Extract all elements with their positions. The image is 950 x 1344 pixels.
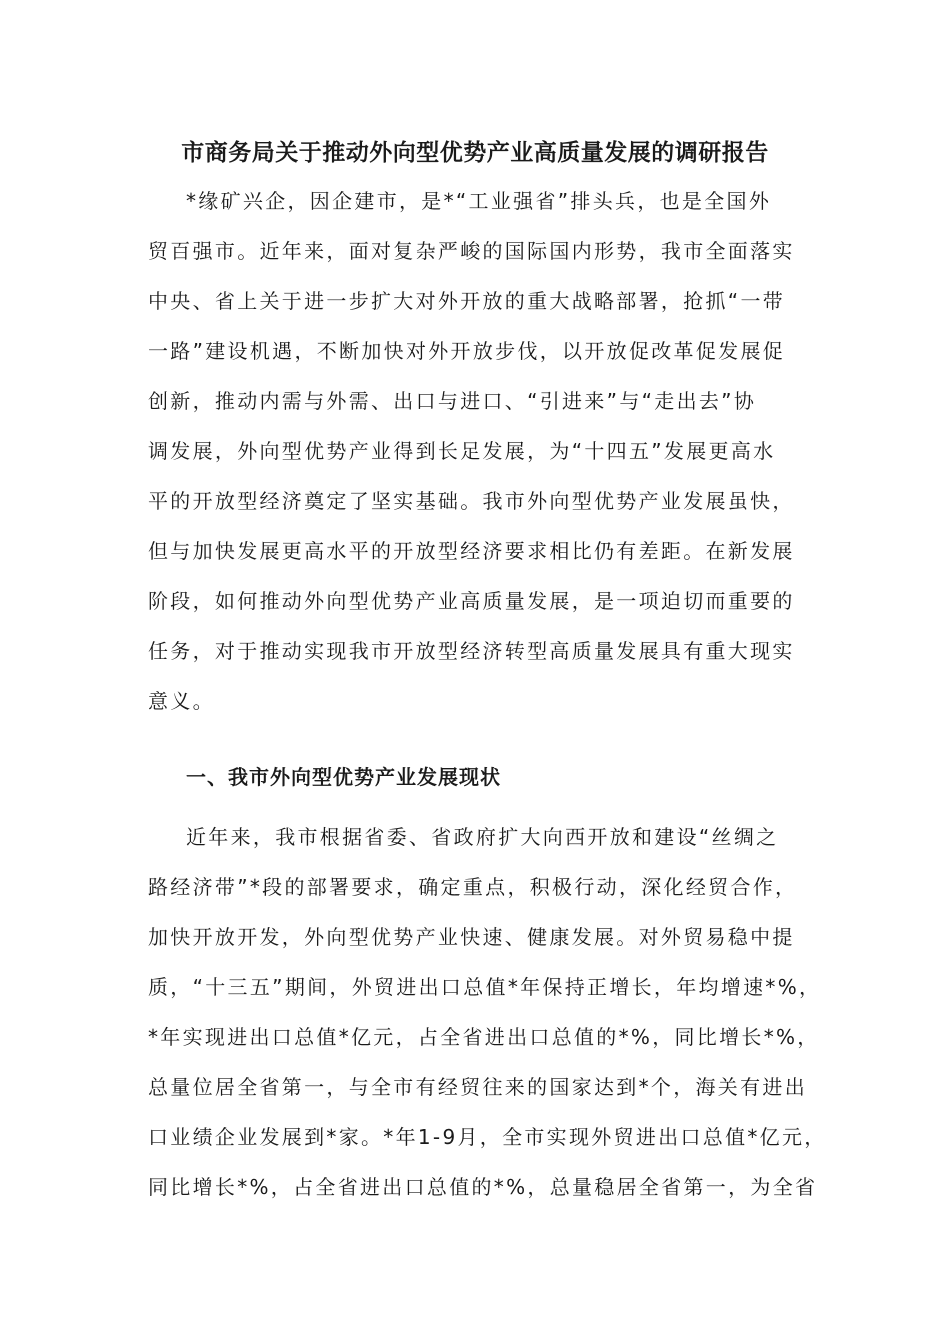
paragraph-line: 贸百强市。近年来，面对复杂严峻的国际国内形势，我市全面落实	[148, 239, 795, 263]
paragraph-line: 一路”建设机遇，不断加快对外开放步伐，以开放促改革促发展促	[148, 339, 786, 363]
paragraph-line: 同比增长*%，占全省进出口总值的*%，总量稳居全省第一，为全省	[148, 1175, 818, 1199]
paragraph-line: 近年来，我市根据省委、省政府扩大向西开放和建设“丝绸之	[186, 825, 779, 849]
paragraph-line: 质，“十三五”期间，外贸进出口总值*年保持正增长，年均增速*%，	[148, 975, 822, 999]
section-paragraph	[148, 812, 828, 1212]
section-heading: 一、我市外向型优势产业发展现状	[186, 765, 501, 789]
paragraph-line: 创新，推动内需与外需、出口与进口、“引进来”与“走出去”协	[148, 389, 757, 413]
document-title: 市商务局关于推动外向型优势产业高质量发展的调研报告	[181, 140, 769, 166]
paragraph-line: *缘矿兴企，因企建市，是*“工业强省”排头兵，也是全国外	[186, 189, 772, 213]
paragraph-line: 加快开放开发，外向型优势产业快速、健康发展。对外贸易稳中提	[148, 925, 795, 949]
paragraph-line: 意义。	[148, 689, 215, 713]
paragraph-line: *年实现进出口总值*亿元，占全省进出口总值的*%，同比增长*%，	[148, 1025, 820, 1049]
paragraph-line: 中央、省上关于进一步扩大对外开放的重大战略部署，抢抓“一带	[148, 289, 786, 313]
paragraph-line: 任务，对于推动实现我市开放型经济转型高质量发展具有重大现实	[148, 639, 795, 663]
paragraph-line: 平的开放型经济奠定了坚实基础。我市外向型优势产业发展虽快，	[148, 489, 795, 513]
intro-paragraph	[148, 176, 828, 726]
paragraph-line: 阶段，如何推动外向型优势产业高质量发展，是一项迫切而重要的	[148, 589, 795, 613]
paragraph-line: 调发展，外向型优势产业得到长足发展，为“十四五”发展更高水	[148, 439, 776, 463]
paragraph-line: 口业绩企业发展到*家。*年1-9月，全市实现外贸进出口总值*亿元，	[148, 1125, 827, 1149]
paragraph-line: 但与加快发展更高水平的开放型经济要求相比仍有差距。在新发展	[148, 539, 795, 563]
paragraph-line: 路经济带”*段的部署要求，确定重点，积极行动，深化经贸合作，	[148, 875, 798, 899]
paragraph-line: 总量位居全省第一，与全市有经贸往来的国家达到*个，海关有进出	[148, 1075, 807, 1099]
